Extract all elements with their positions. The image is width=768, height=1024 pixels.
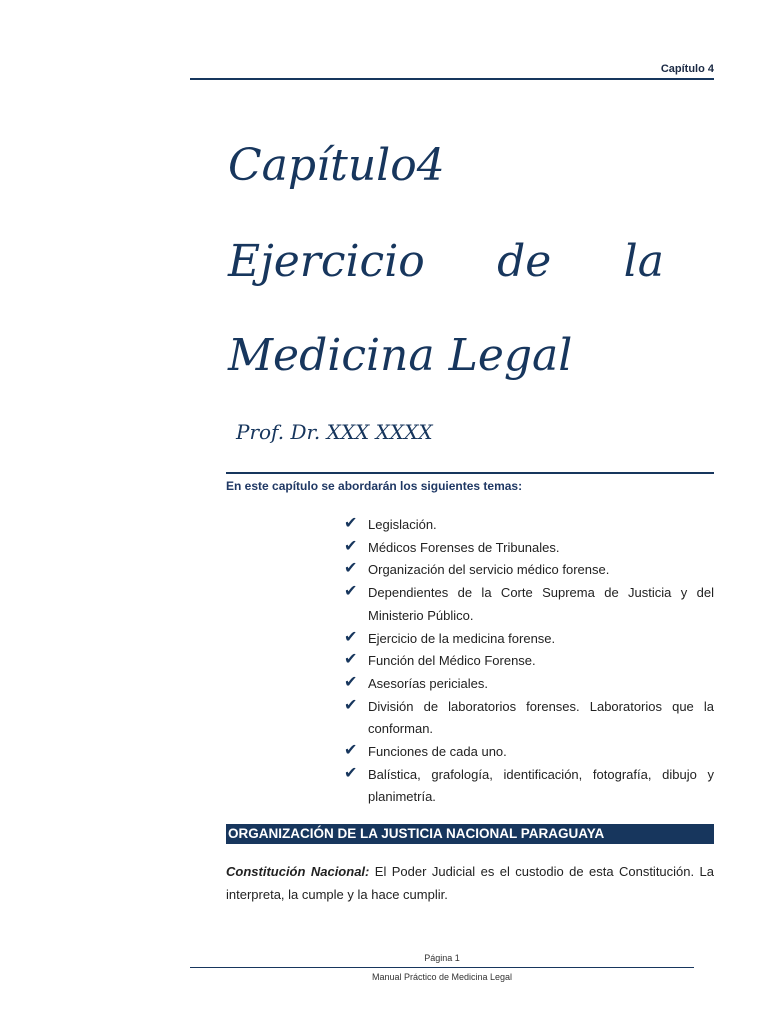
list-item [344,514,714,537]
footer-rule [190,967,694,968]
list-item [344,741,714,764]
list-item [344,628,714,651]
checkmark-icon: ✔ [344,583,358,601]
footer-title: Manual Práctico de Medicina Legal [371,972,513,982]
list-item [344,559,714,582]
list-item [344,673,714,696]
topic-text: División de laboratorios forenses. Laboratorios que la conforman. [368,698,714,737]
checkmark-icon: ✔ [344,673,358,691]
list-item [344,537,714,560]
topics-intro: En este capítulo se abordarán los siguientes temas: [226,479,523,493]
topic-text: Balística, grafología, identificación, fotografía, dibujo y planimetría. [368,766,714,805]
topic-text: Ejercicio de la medicina forense. [368,630,556,646]
list-item [344,582,714,627]
checkmark-icon: ✔ [344,628,358,646]
section-heading: ORGANIZACIÓN DE LA JUSTICIA NACIONAL PARAGUAYA [226,824,714,844]
header-rule [190,78,714,80]
checkmark-icon: ✔ [344,560,358,578]
chapter-title-line-3: Medicina Legal [228,330,573,381]
topic-text: Dependientes de la Corte Suprema de Justicia y del Ministerio Público. [368,585,714,623]
topic-text: Médicos Forenses de Tribunales. [368,539,560,555]
running-header: Capítulo 4 [660,63,714,75]
topic-text: Función del Médico Forense. [368,653,536,669]
topic-text: Asesorías periciales. [368,675,488,691]
list-item [344,764,714,809]
checkmark-icon: ✔ [344,651,358,669]
paragraph-text: El Poder Judicial es el custodio de esta Constitución. La interpreta, la cumple y la hace cumplir. [226,864,714,902]
topics-list [344,514,714,809]
checkmark-icon: ✔ [344,742,358,760]
list-item [344,696,714,741]
title-word: la [623,236,664,287]
page-number: Página 1 [424,953,460,963]
list-item [344,650,714,673]
chapter-title-line-1: Capítulo4 [228,140,445,191]
checkmark-icon: ✔ [344,537,358,555]
checkmark-icon: ✔ [344,764,358,782]
chapter-title-line-2 [228,236,664,287]
body-paragraph [226,860,714,906]
topic-text: Funciones de cada uno. [368,744,507,760]
paragraph-label: Constitución Nacional: [226,864,370,879]
title-word: de [497,236,552,287]
topic-text: Organización del servicio médico forense. [368,562,610,578]
topic-text: Legislación. [368,517,437,532]
title-word: Ejercicio [228,236,425,287]
intro-rule [226,472,714,474]
author-name: Prof. Dr. XXX XXXX [236,420,433,444]
checkmark-icon: ✔ [344,696,358,714]
checkmark-icon: ✔ [344,515,358,532]
